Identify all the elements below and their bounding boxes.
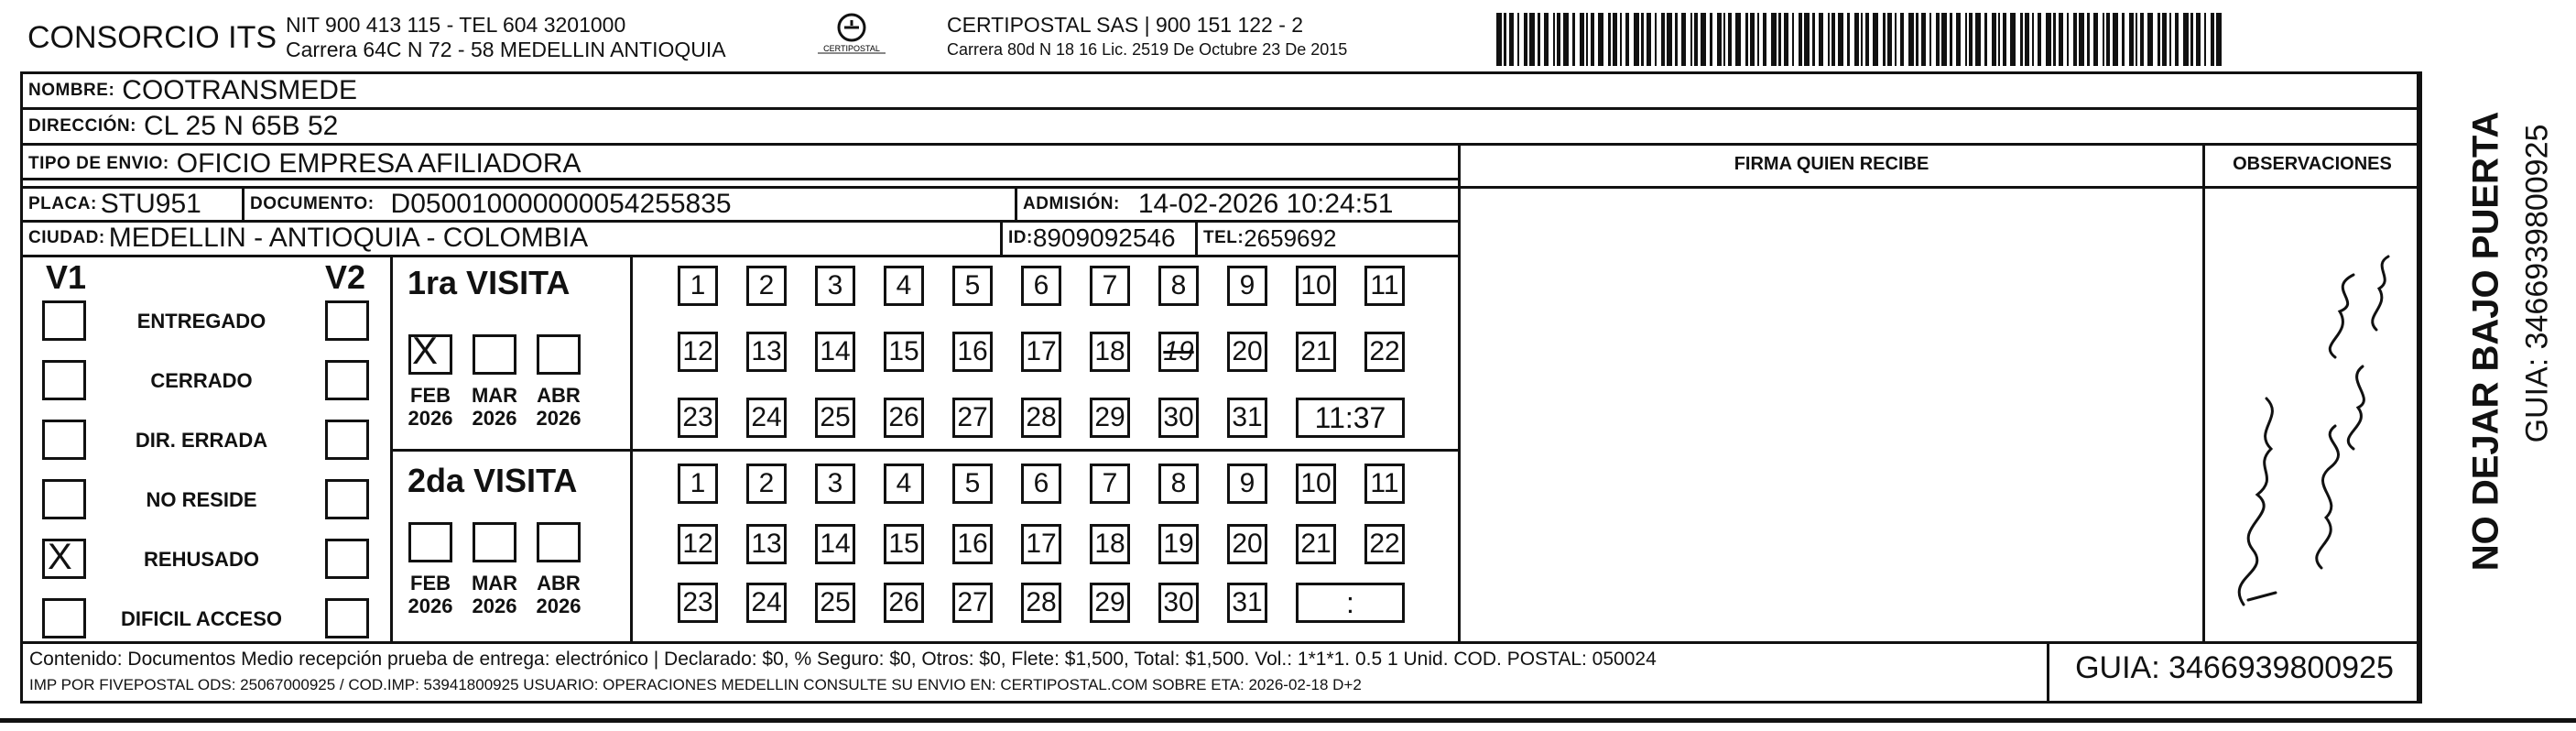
visit2-day-box: 4 (884, 464, 924, 504)
v1-checkbox (42, 300, 86, 341)
visit1-day-box: 8 (1158, 266, 1199, 306)
status-label: REHUSADO (144, 548, 259, 571)
visit2-month-label (466, 572, 523, 617)
visit2-month-checkbox (537, 522, 581, 562)
month-year: 2026 (408, 407, 453, 430)
visit2-month-label (402, 572, 459, 617)
visit2-day-box: 15 (884, 524, 924, 564)
visit2-day-box: 28 (1021, 583, 1061, 623)
visit1-day-box: 14 (815, 332, 855, 372)
observaciones-header: OBSERVACIONES (2233, 154, 2392, 174)
visit1-month-label (466, 384, 523, 430)
visit2-day-box: 14 (815, 524, 855, 564)
admision-value: 14-02-2026 10:24:51 (1137, 188, 1394, 219)
documento-cell (245, 188, 732, 220)
observaciones-text: Puerta con vidrio (2312, 586, 2320, 587)
visit1-month-label (530, 384, 587, 430)
documento-label: DOCUMENTO: (250, 193, 375, 213)
visit1-day-box: 23 (678, 398, 718, 438)
logo-text: CERTIPOSTAL (823, 44, 880, 53)
visit2-day-box: 7 (1090, 464, 1130, 504)
visit2-day-box: 25 (815, 583, 855, 623)
visit1-day-box: 22 (1364, 332, 1405, 372)
nit-line: NIT 900 413 115 - TEL 604 3201000 (286, 13, 626, 37)
tel-value: 2659692 (1244, 224, 1337, 252)
side-guia: GUIA: 3466939800925 (2519, 124, 2555, 443)
admision-label: ADMISIÓN: (1023, 193, 1120, 213)
month-name: ABR (537, 384, 581, 407)
visit2-day-box: 6 (1021, 464, 1061, 504)
certipostal-logo (810, 11, 893, 64)
direccion-label: DIRECCIÓN: (28, 115, 136, 136)
v1-checkbox (42, 479, 86, 519)
month-year: 2026 (472, 407, 517, 430)
visit1-day-box: 17 (1021, 332, 1061, 372)
visit1-day-box: 16 (952, 332, 993, 372)
documento-value: D050010000000054255835 (390, 188, 732, 219)
visit2-day-box: 8 (1158, 464, 1199, 504)
visit1-month-label (402, 384, 459, 430)
ciudad-cell (23, 222, 588, 255)
nombre-value: COOTRANSMEDE (122, 74, 357, 105)
v2-checkbox (325, 360, 369, 400)
contenido-text: Contenido: Documentos Medio recepción prueba de entrega: electrónico | Declarado: $0, % Seguro: $0, Otros: $0, Flete: $1,500, Total: $1,500. Vol.: 1*1*1. 0.5 1 Unid. COD. POSTAL: 050024 (29, 649, 1657, 670)
tipo-envio-label: TIPO DE ENVIO: (28, 154, 169, 173)
visit2-day-box: 30 (1158, 583, 1199, 623)
month-name: FEB (410, 384, 451, 407)
visit1-day-box: 15 (884, 332, 924, 372)
visit1-month-checkbox (473, 334, 516, 375)
nombre-label: NOMBRE: (28, 80, 115, 100)
visit1-day-box: 25 (815, 398, 855, 438)
visit1-day-box: 12 (678, 332, 718, 372)
status-label: NO RESIDE (146, 488, 257, 511)
v1-checkbox (42, 598, 86, 638)
visit1-day-box: 9 (1227, 266, 1267, 306)
status-label: DIR. ERRADA (135, 429, 268, 452)
nombre-row (23, 73, 357, 107)
placa-value: STU951 (100, 188, 201, 219)
visit2-day-box: 11 (1364, 464, 1405, 504)
visit1-day-box: 13 (746, 332, 787, 372)
visit2-day-box: 26 (884, 583, 924, 623)
visit2-time-box: : (1296, 583, 1405, 623)
month-year: 2026 (408, 595, 453, 617)
visit1-day-box: 3 (815, 266, 855, 306)
visit1-day-box: 21 (1296, 332, 1336, 372)
id-cell (1003, 222, 1176, 255)
visit1-day-box: 7 (1090, 266, 1130, 306)
visit2-day-box: 27 (952, 583, 993, 623)
status-label: CERRADO (150, 369, 253, 392)
visit2-day-box: 10 (1296, 464, 1336, 504)
visit2-day-box: 13 (746, 524, 787, 564)
v1-label: V1 (46, 258, 87, 296)
visit2-day-box: 9 (1227, 464, 1267, 504)
side-text (2427, 82, 2555, 623)
month-name: FEB (410, 572, 451, 595)
visit2-month-checkbox (473, 522, 516, 562)
direccion-row (23, 109, 338, 143)
visit1-day-box: 24 (746, 398, 787, 438)
tel-cell (1198, 222, 1336, 255)
visit2-day-box: 5 (952, 464, 993, 504)
v1-check-mark: X (48, 537, 72, 577)
visit2-day-box: 16 (952, 524, 993, 564)
status-label: ENTREGADO (136, 310, 266, 333)
company-name: CONSORCIO ITS (27, 20, 277, 55)
direccion-value: CL 25 N 65B 52 (143, 110, 339, 141)
tel-label: TEL: (1203, 228, 1245, 247)
v1-checkbox (42, 420, 86, 460)
visit1-day-box: 6 (1021, 266, 1061, 306)
visit1-day-box: 2 (746, 266, 787, 306)
v2-checkbox (325, 300, 369, 341)
visit2-title: 2da VISITA (408, 462, 578, 499)
imp-text: IMP POR FIVEPOSTAL ODS: 25067000925 / COD.IMP: 53941800925 USUARIO: OPERACIONES MEDELLIN CONSULTE SU ENVIO EN: CERTIPOSTAL.COM SOBRE ETA: 2026-02-18 D+2 (29, 676, 1362, 693)
visit2-day-box: 20 (1227, 524, 1267, 564)
visit2-day-box: 12 (678, 524, 718, 564)
month-name: MAR (471, 572, 518, 595)
visit2-month-label (530, 572, 587, 617)
visit1-day-box: 19 (1158, 332, 1199, 372)
v1-checkbox (42, 360, 86, 400)
v2-label: V2 (325, 258, 366, 296)
visit2-day-box: 24 (746, 583, 787, 623)
visit1-day-box: 18 (1090, 332, 1130, 372)
tipo-envio-row (23, 147, 582, 181)
visit1-day-box: 31 (1227, 398, 1267, 438)
placa-cell (23, 188, 201, 220)
tipo-envio-value: OFICIO EMPRESA AFILIADORA (176, 148, 582, 179)
visit2-day-box: 19 (1158, 524, 1199, 564)
visit2-day-box: 23 (678, 583, 718, 623)
firma-header: FIRMA QUIEN RECIBE (1734, 154, 1929, 174)
visit1-day-box: 4 (884, 266, 924, 306)
visit1-time-box: 11:37 (1296, 398, 1405, 438)
visit2-day-box: 21 (1296, 524, 1336, 564)
visit1-day-box: 10 (1296, 266, 1336, 306)
ciudad-label: CIUDAD: (28, 228, 105, 247)
visit1-day-box: 5 (952, 266, 993, 306)
visit2-day-box: 2 (746, 464, 787, 504)
visit2-day-box: 3 (815, 464, 855, 504)
guia-box: GUIA: 3466939800925 (2075, 650, 2394, 685)
visit1-day-box: 26 (884, 398, 924, 438)
month-name: MAR (471, 384, 518, 407)
visit2-day-box: 22 (1364, 524, 1405, 564)
admision-cell (1017, 188, 1393, 220)
visit2-day-box: 18 (1090, 524, 1130, 564)
visit1-day-box: 1 (678, 266, 718, 306)
visit1-day-box: 29 (1090, 398, 1130, 438)
month-year: 2026 (536, 595, 582, 617)
visit2-day-box: 17 (1021, 524, 1061, 564)
visit1-month-mark: X (412, 329, 439, 372)
visit1-day-box: 27 (952, 398, 993, 438)
barcode (1495, 13, 2227, 66)
observaciones-handwriting (2216, 220, 2408, 632)
status-label: DIFICIL ACCESO (120, 607, 282, 630)
visit2-day-box: 31 (1227, 583, 1267, 623)
courier-line-2: Carrera 80d N 18 16 Lic. 2519 De Octubre 23 De 2015 (947, 40, 1348, 59)
visit1-title: 1ra VISITA (408, 264, 571, 301)
visit2-day-box: 29 (1090, 583, 1130, 623)
month-year: 2026 (536, 407, 582, 430)
v2-checkbox (325, 479, 369, 519)
month-name: ABR (537, 572, 581, 595)
visit1-day-box: 30 (1158, 398, 1199, 438)
visit2-day-box: 1 (678, 464, 718, 504)
courier-line-1: CERTIPOSTAL SAS | 900 151 122 - 2 (947, 13, 1304, 37)
ciudad-value: MEDELLIN - ANTIOQUIA - COLOMBIA (108, 223, 589, 253)
visit1-month-checkbox (537, 334, 581, 375)
v2-checkbox (325, 539, 369, 579)
scan-edge (0, 718, 2576, 723)
v2-checkbox (325, 598, 369, 638)
id-label: ID: (1008, 228, 1033, 247)
visit1-day-box: 11 (1364, 266, 1405, 306)
v2-checkbox (325, 420, 369, 460)
side-warning: NO DEJAR BAJO PUERTA (2465, 111, 2506, 572)
placa-label: PLACA: (28, 193, 97, 213)
visit2-month-checkbox (408, 522, 452, 562)
visit1-day-box: 20 (1227, 332, 1267, 372)
month-year: 2026 (472, 595, 517, 617)
company-address: Carrera 64C N 72 - 58 MEDELLIN ANTIOQUIA (286, 38, 726, 61)
visit1-day-box: 28 (1021, 398, 1061, 438)
id-value: 8909092546 (1032, 224, 1176, 252)
